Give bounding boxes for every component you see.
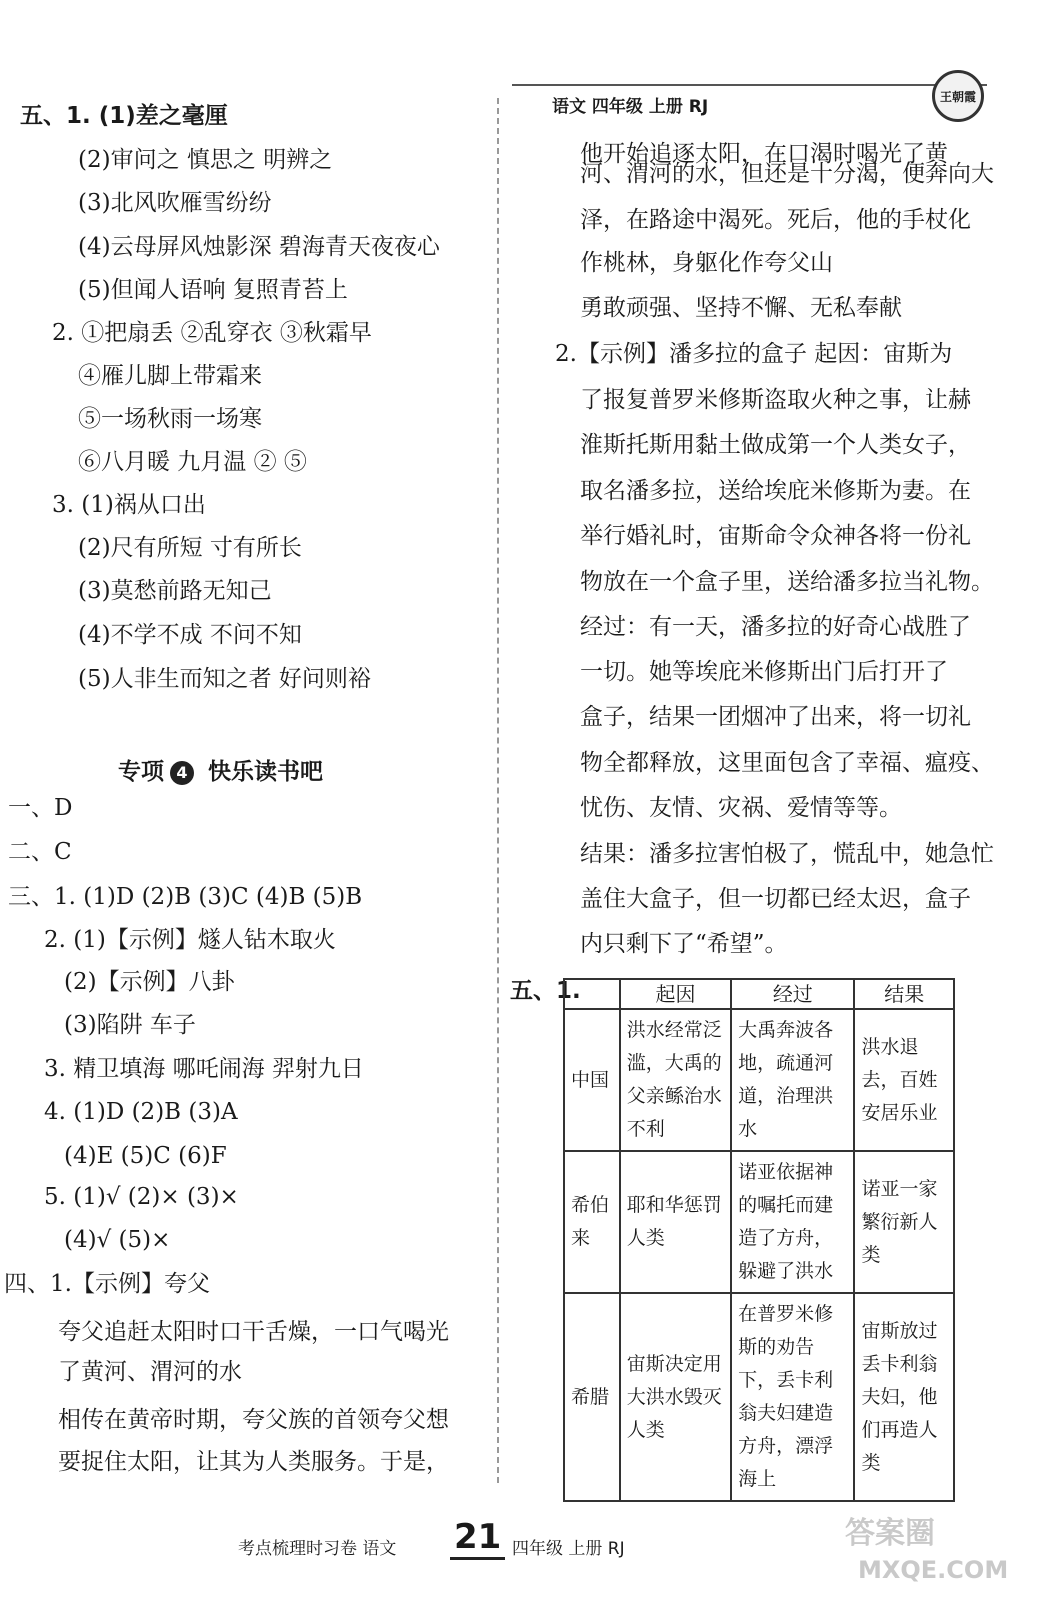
answer-line: 了黄河、渭河的水	[58, 1359, 242, 1385]
flood-myth-table	[563, 978, 955, 1502]
footer-right: 四年级 上册 RJ	[512, 1539, 625, 1559]
answer-line: ④雁儿脚上带霜来	[78, 363, 262, 389]
table-row	[564, 1151, 954, 1293]
page-number: 21	[450, 1517, 505, 1560]
answer-line: 相传在黄帝时期，夸父族的首领夸父想	[58, 1407, 449, 1433]
table-header-cell	[564, 979, 620, 1009]
answer-line: 忧伤、友情、灾祸、爱情等等。	[580, 795, 902, 821]
answer-line: 物放在一个盒子里，送给潘多拉当礼物。	[580, 569, 994, 595]
table-cell: 中国	[564, 1009, 620, 1151]
answer-line: 3. (1)祸从口出	[52, 492, 206, 518]
answer-line: 二、C	[8, 839, 72, 865]
answer-line: 举行婚礼时，宙斯命令众神各将一份礼	[580, 523, 971, 549]
answer-line: (2)审问之 慎思之 明辨之	[78, 147, 333, 173]
answer-line: 五、1. (1)差之毫厘	[20, 103, 228, 129]
watermark-url: MXQE.COM	[858, 1556, 1009, 1584]
answer-line: (4)云母屏风烛影深 碧海青天夜夜心	[78, 234, 440, 260]
answer-line: (2)尺有所短 寸有所长	[78, 535, 302, 561]
answer-line: 一切。她等埃庇米修斯出门后打开了	[580, 659, 948, 685]
answer-line: 三、1. (1)D (2)B (3)C (4)B (5)B	[8, 884, 363, 910]
answer-line: 淮斯托斯用黏土做成第一个人类女子，	[580, 432, 971, 458]
table-cell: 大禹奔波各地，疏通河道，治理洪水	[731, 1009, 854, 1151]
table-header-row	[564, 979, 954, 1009]
table-row	[564, 1009, 954, 1151]
answer-line: 结果：潘多拉害怕极了，慌乱中，她急忙	[580, 841, 994, 867]
column-divider	[497, 98, 499, 1483]
table-cell: 洪水退去，百姓安居乐业	[854, 1009, 954, 1151]
answer-line: 经过：有一天，潘多拉的好奇心战胜了	[580, 614, 971, 640]
answer-line: 5. (1)√ (2)× (3)×	[44, 1184, 239, 1210]
answer-line: 4. (1)D (2)B (3)A	[44, 1099, 238, 1125]
table-cell: 诺亚一家繁衍新人类	[854, 1151, 954, 1293]
answer-line: 内只剩下了“希望”。	[580, 931, 788, 957]
table-header-cell: 起因	[620, 979, 731, 1009]
table-cell: 宙斯放过丢卡利翁夫妇，他们再造人类	[854, 1293, 954, 1501]
section-title	[118, 753, 323, 786]
answer-line: (4)E (5)C (6)F	[64, 1143, 227, 1169]
answer-line: (4)√ (5)×	[64, 1227, 171, 1253]
answer-line: (4)不学不成 不问不知	[78, 622, 302, 648]
section-name: 快乐读书吧	[208, 759, 324, 785]
answer-line: 泽，在路途中渴死。死后，他的手杖化	[580, 207, 971, 233]
table-cell: 希伯来	[564, 1151, 620, 1293]
answer-line: (5)人非生而知之者 好问则裕	[78, 666, 371, 692]
answer-line: (3)陷阱 车子	[64, 1012, 196, 1038]
table-cell: 在普罗米修斯的劝告下，丢卡利翁夫妇建造方舟，漂浮海上	[731, 1293, 854, 1501]
answer-line: ⑥八月暖 九月温 ② ⑤	[78, 449, 307, 475]
answer-line: 3. 精卫填海 哪吒闹海 羿射九日	[44, 1056, 364, 1082]
table-cell: 希腊	[564, 1293, 620, 1501]
header-title: 语文 四年级 上册 RJ	[552, 97, 709, 117]
table-cell: 宙斯决定用大洪水毁灭人类	[620, 1293, 731, 1501]
answer-line: 勇敢顽强、坚持不懈、无私奉献	[580, 295, 902, 321]
answer-line: 2.【示例】潘多拉的盒子 起因：宙斯为	[555, 341, 953, 367]
answer-line: 作桃林，身躯化作夸父山	[580, 250, 833, 276]
answer-line: 盒子，结果一团烟冲了出来，将一切礼	[580, 704, 971, 730]
answer-line: 2. (1)【示例】燧人钻木取火	[44, 927, 336, 953]
answer-line: 河、渭河的水，但还是十分渴，便奔向大	[580, 161, 994, 187]
answer-line: (3)莫愁前路无知己	[78, 578, 272, 604]
answer-line: (2)【示例】八卦	[64, 969, 235, 995]
answer-line: 盖住大盒子，但一切都已经太迟，盒子	[580, 886, 971, 912]
table-cell: 诺亚依据神的嘱托而建造了方舟，躲避了洪水	[731, 1151, 854, 1293]
answer-line: 他开始追逐太阳，在口渴时喝光了黄	[580, 141, 948, 167]
watermark-logo: 答案圈	[845, 1516, 935, 1551]
answer-line: 五、1.	[510, 978, 581, 1004]
answer-line: 了报复普罗米修斯盗取火种之事，让赫	[580, 387, 971, 413]
answer-line: 要捉住太阳，让其为人类服务。于是，	[58, 1449, 449, 1475]
answer-line: 物全都释放，这里面包含了幸福、瘟疫、	[580, 750, 994, 776]
table-cell: 耶和华惩罚人类	[620, 1151, 731, 1293]
table-header-cell: 经过	[731, 979, 854, 1009]
answer-line: (5)但闻人语响 复照青苔上	[78, 277, 348, 303]
answer-line: (3)北风吹雁雪纷纷	[78, 190, 272, 216]
section-number: 4	[170, 761, 194, 785]
answer-line: ⑤一场秋雨一场寒	[78, 406, 262, 432]
table-header-cell: 结果	[854, 979, 954, 1009]
footer-left: 考点梳理时习卷 语文	[238, 1539, 397, 1559]
table-cell: 洪水经常泛滥，大禹的父亲鲧治水不利	[620, 1009, 731, 1151]
answer-line: 2. ①把扇丢 ②乱穿衣 ③秋霜早	[52, 320, 372, 346]
publisher-logo	[932, 70, 984, 122]
answer-line: 取名潘多拉，送给埃庇米修斯为妻。在	[580, 478, 971, 504]
logo-text: 王朝霞	[939, 89, 976, 104]
section-prefix: 专项	[118, 759, 164, 785]
header-rule	[512, 84, 987, 86]
answer-line: 夸父追赶太阳时口干舌燥，一口气喝光	[58, 1319, 449, 1345]
table-row	[564, 1293, 954, 1501]
answer-line: 一、D	[8, 795, 73, 821]
answer-line: 四、1.【示例】夸父	[4, 1271, 210, 1297]
